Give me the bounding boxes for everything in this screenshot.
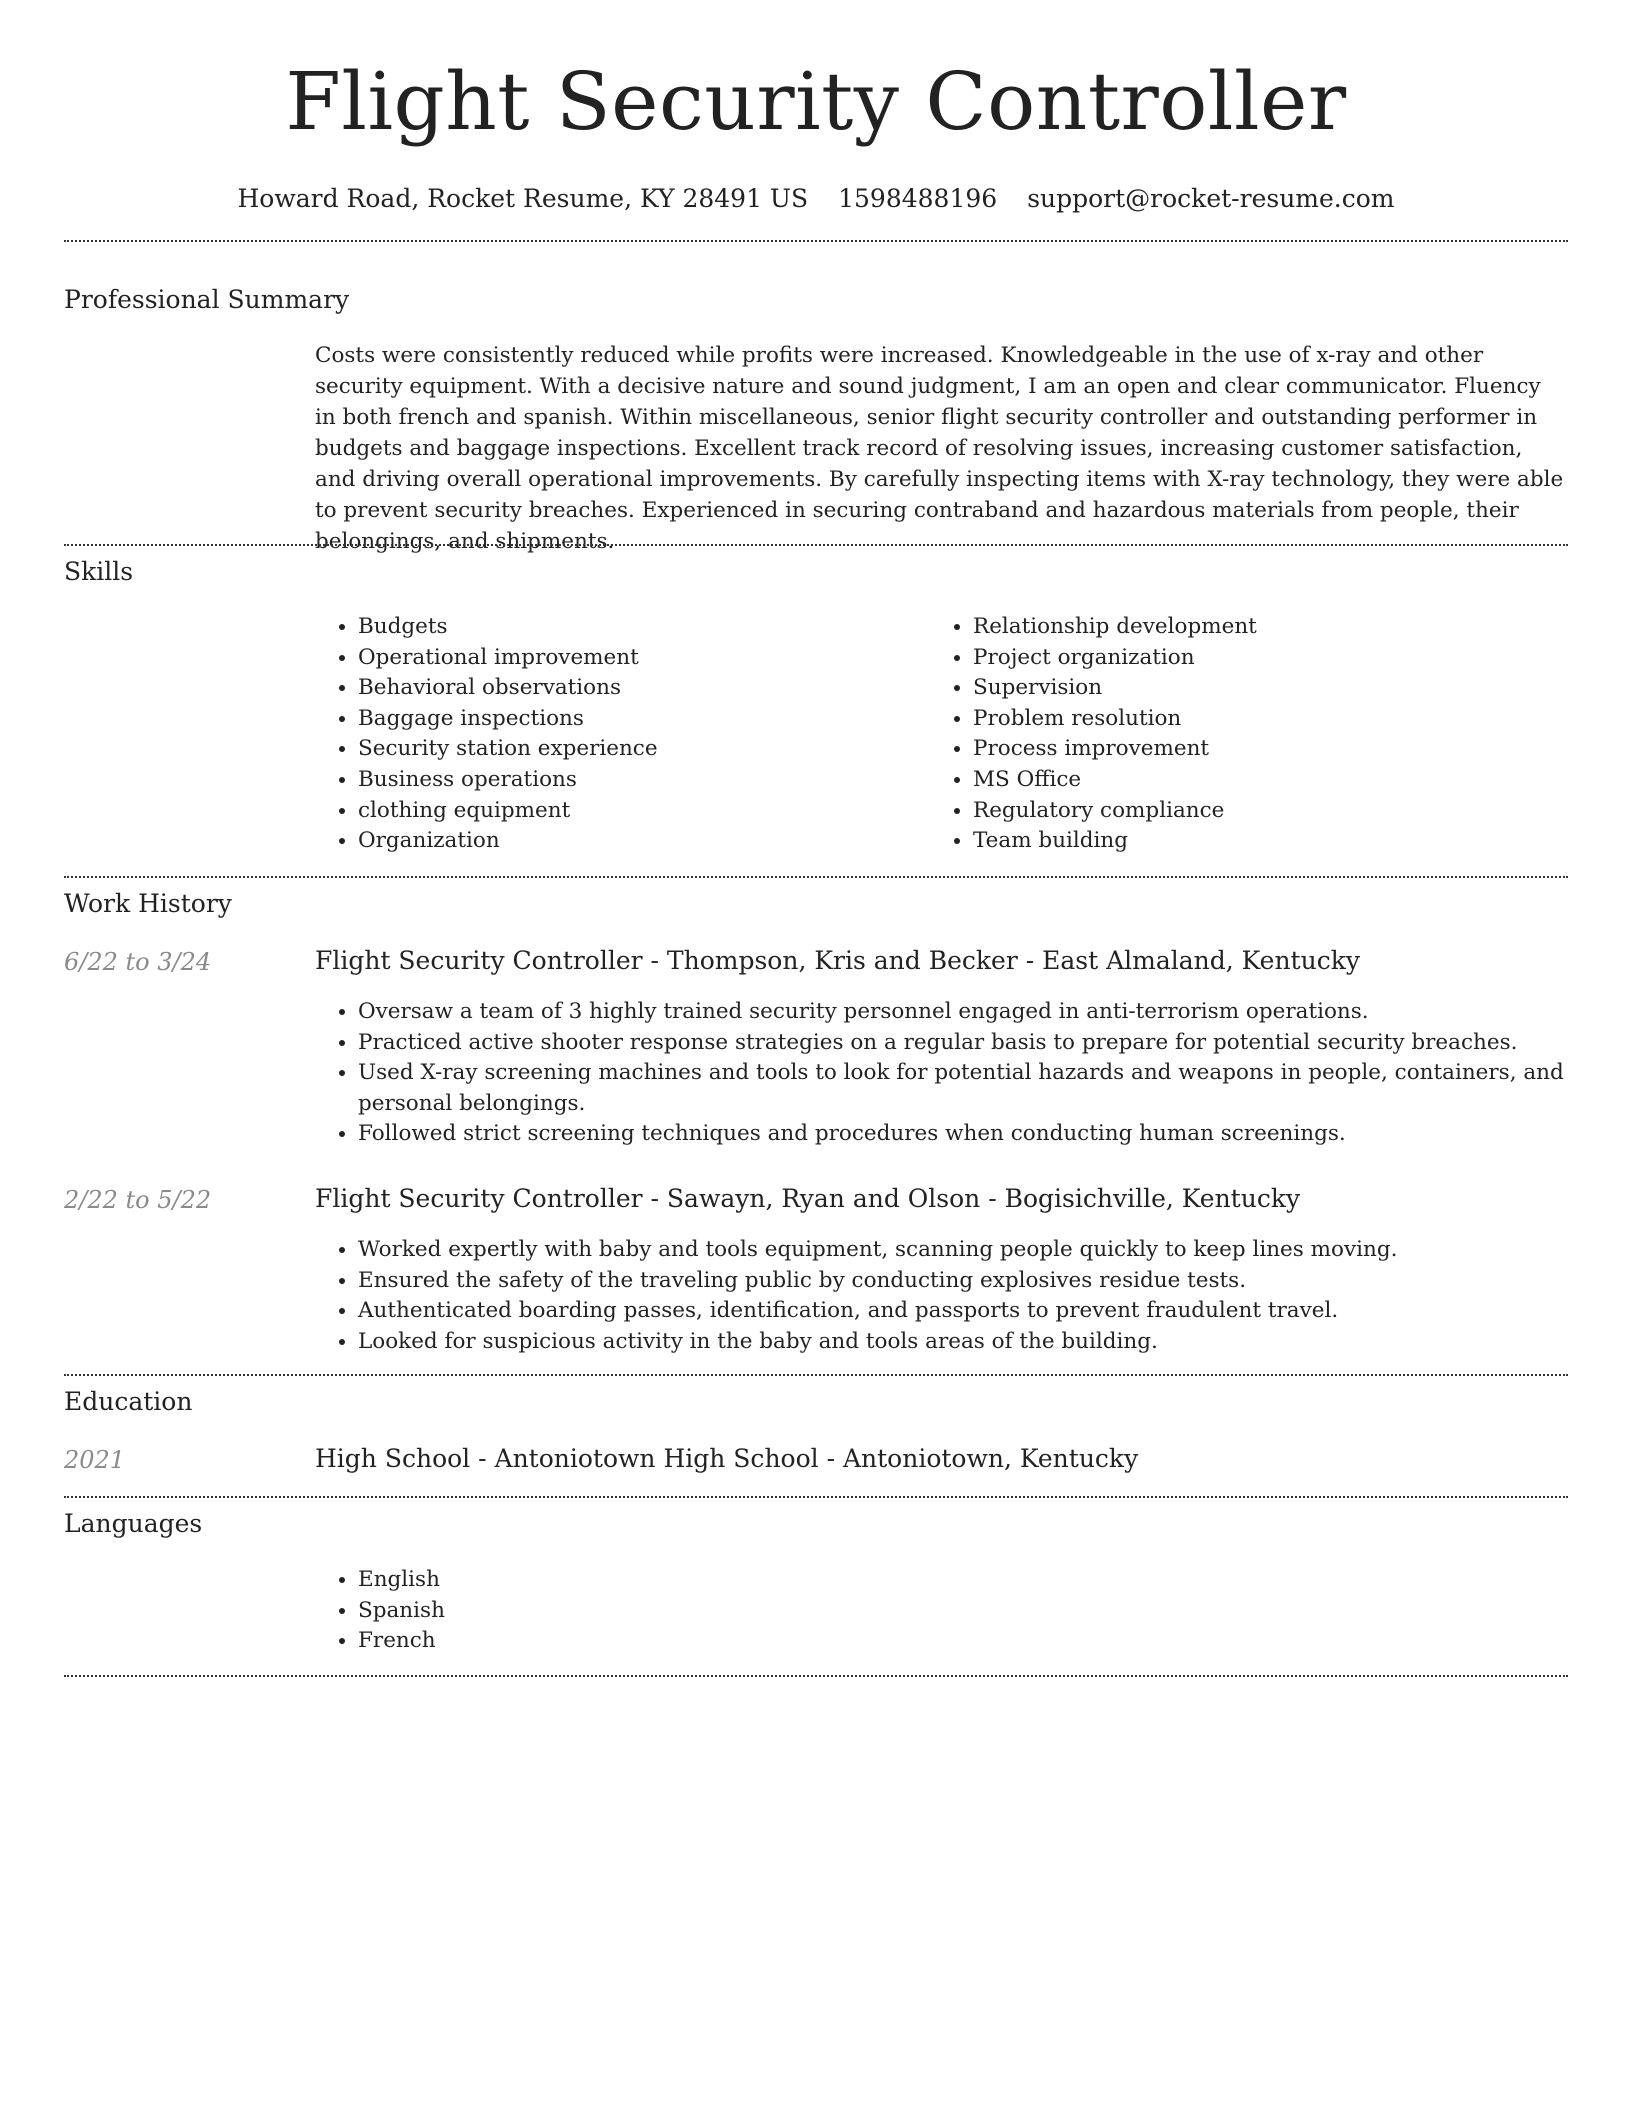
skill-item: • MS Office bbox=[973, 765, 1573, 796]
job-role: Flight Security Controller bbox=[315, 946, 643, 975]
skill-item: • Budgets bbox=[358, 612, 918, 643]
section-divider bbox=[64, 1496, 1568, 1498]
section-divider bbox=[64, 1675, 1568, 1677]
candidate-name: Flight Security Controller bbox=[285, 55, 1347, 148]
skill-item: • Business operations bbox=[358, 765, 918, 796]
skill-item: • Organization bbox=[358, 826, 918, 857]
section-title-summary: Professional Summary bbox=[64, 285, 350, 314]
job-employer: - Thompson, Kris and Becker - East Almaland, Kentucky bbox=[642, 946, 1360, 975]
job-duty: • Ensured the safety of the traveling public by conducting explosives residue tests. bbox=[358, 1266, 1568, 1297]
skills-list-right bbox=[929, 612, 1573, 857]
job-duty: • Authenticated boarding passes, identification, and passports to prevent fraudulent travel. bbox=[358, 1296, 1568, 1327]
skill-item: • Process improvement bbox=[973, 734, 1573, 765]
contact-email: support@rocket-resume.com bbox=[1027, 184, 1395, 213]
languages-list bbox=[314, 1565, 958, 1657]
section-divider bbox=[64, 544, 1568, 546]
skill-item: • clothing equipment bbox=[358, 796, 918, 827]
job-duty: • Looked for suspicious activity in the baby and tools areas of the building. bbox=[358, 1327, 1568, 1358]
job-duty: • Practiced active shooter response strategies on a regular basis to prepare for potential security breaches. bbox=[358, 1028, 1568, 1059]
section-title-education: Education bbox=[64, 1387, 193, 1416]
skill-item: • Security station experience bbox=[358, 734, 918, 765]
language-item: • French bbox=[358, 1626, 958, 1657]
summary-text: Costs were consistently reduced while profits were increased. Knowledgeable in the use of x-ray and other security equipment. With a decisive nature and sound judgment, I am an open and clear communicator. Fluency in both french and spanish. Within miscellaneous, senior flight security controller and outstanding performer in budgets and baggage inspections. Excellent track record of resolving issues, increasing customer satisfaction, and driving overall operational improvements. By carefully inspecting items with X-ray technology, they were able to prevent security breaches. Experienced in securing contraband and hazardous materials from people, their belongings, and shipments. bbox=[315, 343, 1564, 554]
resume-header bbox=[0, 0, 1632, 213]
job-employer: - Sawayn, Ryan and Olson - Bogisichville, Kentucky bbox=[642, 1184, 1301, 1213]
job-role: Flight Security Controller bbox=[315, 1184, 643, 1213]
section-divider bbox=[64, 1374, 1568, 1376]
job-title bbox=[315, 1184, 1300, 1213]
skill-item: • Regulatory compliance bbox=[973, 796, 1573, 827]
contact-address: Howard Road, Rocket Resume, KY 28491 US bbox=[237, 184, 809, 213]
contact-phone: 1598488196 bbox=[838, 184, 998, 213]
job-duty: • Used X-ray screening machines and tools to look for potential hazards and weapons in people, containers, and personal belongings. bbox=[358, 1058, 1568, 1119]
language-item: • Spanish bbox=[358, 1596, 958, 1627]
education-year: 2021 bbox=[64, 1446, 126, 1474]
skill-item: • Problem resolution bbox=[973, 704, 1573, 735]
skill-item: • Operational improvement bbox=[358, 643, 918, 674]
skill-item: • Project organization bbox=[973, 643, 1573, 674]
skill-item: • Behavioral observations bbox=[358, 673, 918, 704]
skill-item: • Baggage inspections bbox=[358, 704, 918, 735]
language-item: • English bbox=[358, 1565, 958, 1596]
job-duty: • Followed strict screening techniques and procedures when conducting human screenings. bbox=[358, 1119, 1568, 1150]
skill-item: • Supervision bbox=[973, 673, 1573, 704]
section-divider bbox=[64, 876, 1568, 878]
skills-list-left bbox=[314, 612, 918, 857]
contact-line bbox=[0, 184, 1632, 213]
job-duty: • Worked expertly with baby and tools equipment, scanning people quickly to keep lines moving. bbox=[358, 1235, 1568, 1266]
job-duties bbox=[314, 1235, 1568, 1357]
skill-item: • Relationship development bbox=[973, 612, 1573, 643]
skill-item: • Team building bbox=[973, 826, 1573, 857]
job-duty: • Oversaw a team of 3 highly trained security personnel engaged in anti-terrorism operations. bbox=[358, 997, 1568, 1028]
job-dates: 6/22 to 3/24 bbox=[64, 948, 212, 976]
education-entry: High School - Antoniotown High School - Antoniotown, Kentucky bbox=[315, 1444, 1139, 1473]
section-divider bbox=[64, 240, 1568, 242]
section-title-work: Work History bbox=[64, 889, 232, 918]
section-title-skills: Skills bbox=[64, 557, 134, 586]
job-title bbox=[315, 946, 1360, 975]
job-dates: 2/22 to 5/22 bbox=[64, 1186, 212, 1214]
section-title-languages: Languages bbox=[64, 1509, 203, 1538]
job-duties bbox=[314, 997, 1568, 1150]
